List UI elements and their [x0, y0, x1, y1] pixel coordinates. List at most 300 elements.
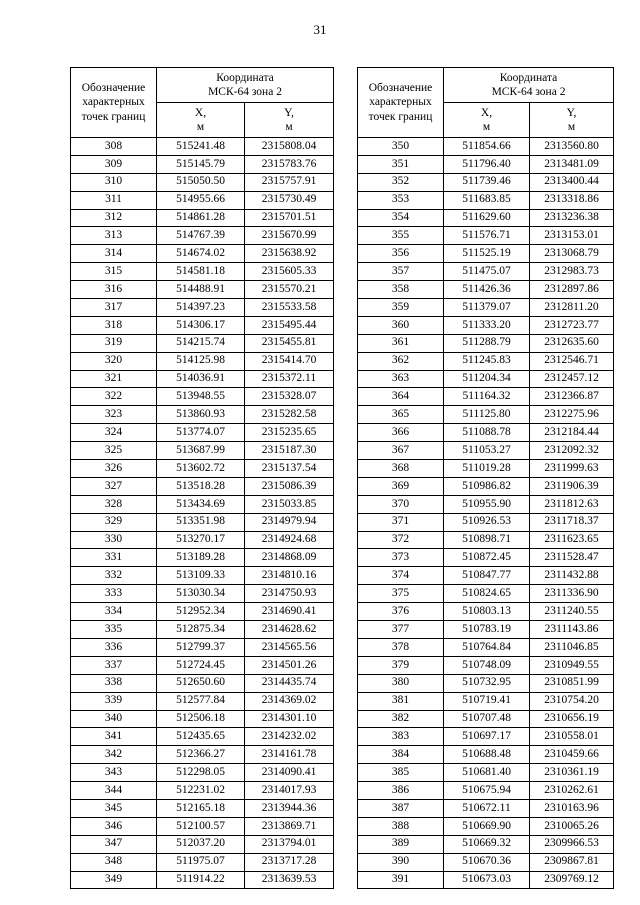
table-row [358, 871, 614, 889]
table-row [358, 406, 614, 424]
x-coordinate-cell: 515145.79 [157, 155, 245, 173]
point-id-cell: 312 [71, 209, 157, 227]
x-coordinate-cell: 510697.17 [444, 728, 530, 746]
y-coordinate-cell: 2314301.10 [245, 710, 334, 728]
table-row [358, 513, 614, 531]
y-coordinate-cell: 2314810.16 [245, 567, 334, 585]
y-coordinate-cell: 2312275.96 [530, 406, 614, 424]
x-label: X, [194, 106, 207, 119]
y-coordinate-cell: 2312366.87 [530, 388, 614, 406]
y-coordinate-cell: 2310262.61 [530, 782, 614, 800]
x-coordinate-cell: 513030.34 [157, 585, 245, 603]
coordinate-header [157, 68, 334, 103]
y-coordinate-cell: 2314161.78 [245, 746, 334, 764]
y-unit: м [567, 121, 576, 133]
point-id-cell: 327 [71, 477, 157, 495]
table-row [358, 567, 614, 585]
y-coordinate-cell: 2311432.88 [530, 567, 614, 585]
table-row [71, 406, 334, 424]
table-row [358, 674, 614, 692]
table-row [71, 460, 334, 478]
point-id-cell: 369 [358, 477, 444, 495]
y-coordinate-cell: 2315086.39 [245, 477, 334, 495]
x-coordinate-cell: 513109.33 [157, 567, 245, 585]
point-id-cell: 353 [358, 191, 444, 209]
x-coordinate-cell: 510673.03 [444, 871, 530, 889]
y-coordinate-cell: 2315455.81 [245, 334, 334, 352]
y-coordinate-cell: 2311240.55 [530, 603, 614, 621]
x-coordinate-cell: 510803.13 [444, 603, 530, 621]
y-coordinate-cell: 2309966.53 [530, 835, 614, 853]
y-coordinate-cell: 2312457.12 [530, 370, 614, 388]
point-id-cell: 381 [358, 692, 444, 710]
table-row [358, 710, 614, 728]
point-id-cell: 372 [358, 531, 444, 549]
table-row [71, 638, 334, 656]
point-id-cell: 378 [358, 638, 444, 656]
x-coordinate-cell: 511333.20 [444, 316, 530, 334]
point-label-header-text: Обозначение характерных точек границ [81, 81, 146, 123]
table-row [71, 799, 334, 817]
point-id-cell: 360 [358, 316, 444, 334]
table-row [71, 603, 334, 621]
x-coordinate-cell: 514581.18 [157, 263, 245, 281]
x-coordinate-cell: 510670.36 [444, 853, 530, 871]
point-label-header [358, 68, 444, 138]
table-row [358, 388, 614, 406]
x-coordinate-cell: 512435.65 [157, 728, 245, 746]
x-coordinate-cell: 511683.85 [444, 191, 530, 209]
point-id-cell: 359 [358, 299, 444, 317]
y-coordinate-cell: 2313794.01 [245, 835, 334, 853]
y-coordinate-cell: 2314017.93 [245, 782, 334, 800]
table-row [358, 173, 614, 191]
table-row [71, 209, 334, 227]
x-coordinate-cell: 510824.65 [444, 585, 530, 603]
point-id-cell: 321 [71, 370, 157, 388]
coordinate-system: МСК-64 зона 2 [208, 86, 282, 98]
y-coordinate-cell: 2310459.66 [530, 746, 614, 764]
y-coordinate-cell: 2313236.38 [530, 209, 614, 227]
table-row [71, 424, 334, 442]
table-row [358, 817, 614, 835]
x-coordinate-cell: 510681.40 [444, 764, 530, 782]
x-coordinate-cell: 511245.83 [444, 352, 530, 370]
point-id-cell: 325 [71, 442, 157, 460]
table-row [358, 138, 614, 156]
y-coordinate-cell: 2315328.07 [245, 388, 334, 406]
x-coordinate-cell: 513860.93 [157, 406, 245, 424]
point-id-cell: 390 [358, 853, 444, 871]
point-id-cell: 377 [358, 621, 444, 639]
x-coordinate-cell: 514955.66 [157, 191, 245, 209]
x-coordinate-cell: 513351.98 [157, 513, 245, 531]
x-coordinate-cell: 513948.55 [157, 388, 245, 406]
x-coordinate-cell: 512724.45 [157, 656, 245, 674]
point-id-cell: 308 [71, 138, 157, 156]
y-coordinate-cell: 2314690.41 [245, 603, 334, 621]
point-id-cell: 367 [358, 442, 444, 460]
y-coordinate-cell: 2315495.44 [245, 316, 334, 334]
x-coordinate-cell: 511019.28 [444, 460, 530, 478]
y-coordinate-cell: 2315533.58 [245, 299, 334, 317]
table-row [71, 621, 334, 639]
page-number: 31 [313, 22, 327, 37]
point-id-cell: 345 [71, 799, 157, 817]
y-coordinate-cell: 2315730.49 [245, 191, 334, 209]
y-coordinate-cell: 2315137.54 [245, 460, 334, 478]
table-row [358, 245, 614, 263]
table-row [358, 656, 614, 674]
y-coordinate-cell: 2315783.76 [245, 155, 334, 173]
table-row [71, 531, 334, 549]
x-coordinate-cell: 510955.90 [444, 495, 530, 513]
table-body-right [358, 138, 614, 889]
table-row [71, 871, 334, 889]
point-id-cell: 342 [71, 746, 157, 764]
table-row [71, 853, 334, 871]
x-coordinate-cell: 511426.36 [444, 281, 530, 299]
point-id-cell: 352 [358, 173, 444, 191]
point-id-cell: 363 [358, 370, 444, 388]
y-coordinate-cell: 2314565.56 [245, 638, 334, 656]
x-coordinate-cell: 511739.46 [444, 173, 530, 191]
x-coordinate-cell: 510672.11 [444, 799, 530, 817]
point-id-cell: 366 [358, 424, 444, 442]
point-id-cell: 318 [71, 316, 157, 334]
x-coordinate-cell: 512875.34 [157, 621, 245, 639]
y-coordinate-cell: 2309867.81 [530, 853, 614, 871]
y-coordinate-cell: 2311812.63 [530, 495, 614, 513]
x-coordinate-cell: 511629.60 [444, 209, 530, 227]
x-coordinate-cell: 510707.48 [444, 710, 530, 728]
point-id-cell: 388 [358, 817, 444, 835]
y-coordinate-cell: 2312546.71 [530, 352, 614, 370]
x-coordinate-cell: 512165.18 [157, 799, 245, 817]
point-id-cell: 371 [358, 513, 444, 531]
y-coordinate-cell: 2315372.11 [245, 370, 334, 388]
x-coordinate-cell: 510898.71 [444, 531, 530, 549]
x-coordinate-cell: 510675.94 [444, 782, 530, 800]
x-coordinate-cell: 515050.50 [157, 173, 245, 191]
coordinate-system: МСК-64 зона 2 [491, 86, 566, 98]
table-row [71, 835, 334, 853]
y-coordinate-cell: 2311999.63 [530, 460, 614, 478]
table-row [71, 334, 334, 352]
table-row [358, 263, 614, 281]
x-coordinate-cell: 511204.34 [444, 370, 530, 388]
point-id-cell: 355 [358, 227, 444, 245]
x-coordinate-cell: 512100.57 [157, 817, 245, 835]
table-row [71, 281, 334, 299]
x-coordinate-cell: 511288.79 [444, 334, 530, 352]
x-coordinate-cell: 511854.66 [444, 138, 530, 156]
y-coordinate-cell: 2311718.37 [530, 513, 614, 531]
point-id-cell: 385 [358, 764, 444, 782]
x-coordinate-cell: 513518.28 [157, 477, 245, 495]
x-coordinate-cell: 510926.53 [444, 513, 530, 531]
point-id-cell: 365 [358, 406, 444, 424]
x-coordinate-cell: 510872.45 [444, 549, 530, 567]
point-id-cell: 357 [358, 263, 444, 281]
table-body-left [71, 138, 334, 889]
y-coordinate-cell: 2309769.12 [530, 871, 614, 889]
y-label: Y, [284, 106, 294, 119]
point-id-cell: 323 [71, 406, 157, 424]
x-coordinate-cell: 512298.05 [157, 764, 245, 782]
table-row [71, 263, 334, 281]
y-coordinate-cell: 2310754.20 [530, 692, 614, 710]
point-id-cell: 356 [358, 245, 444, 263]
y-coordinate-cell: 2315638.92 [245, 245, 334, 263]
table-row [358, 334, 614, 352]
x-coordinate-cell: 512799.37 [157, 638, 245, 656]
point-id-cell: 332 [71, 567, 157, 585]
y-coordinate-cell: 2310949.55 [530, 656, 614, 674]
y-label: Y, [566, 106, 577, 119]
table-row [71, 352, 334, 370]
table-row [71, 585, 334, 603]
table-row [71, 674, 334, 692]
table-row [358, 764, 614, 782]
x-coordinate-cell: 511053.27 [444, 442, 530, 460]
point-id-cell: 368 [358, 460, 444, 478]
table-row [71, 155, 334, 173]
point-id-cell: 324 [71, 424, 157, 442]
x-coordinate-cell: 513602.72 [157, 460, 245, 478]
x-coordinate-cell: 515241.48 [157, 138, 245, 156]
x-coordinate-cell: 514215.74 [157, 334, 245, 352]
point-id-cell: 384 [358, 746, 444, 764]
point-id-cell: 370 [358, 495, 444, 513]
y-coordinate-cell: 2312635.60 [530, 334, 614, 352]
table-row [358, 853, 614, 871]
table-row [358, 495, 614, 513]
y-coordinate-cell: 2313068.79 [530, 245, 614, 263]
y-coordinate-cell: 2313481.09 [530, 155, 614, 173]
point-id-cell: 343 [71, 764, 157, 782]
y-header [530, 103, 614, 138]
table-row [358, 281, 614, 299]
x-coordinate-cell: 511525.19 [444, 245, 530, 263]
x-coordinate-cell: 513434.69 [157, 495, 245, 513]
x-unit: м [482, 121, 491, 133]
y-coordinate-cell: 2314750.93 [245, 585, 334, 603]
point-id-cell: 326 [71, 460, 157, 478]
y-coordinate-cell: 2314232.02 [245, 728, 334, 746]
point-id-cell: 311 [71, 191, 157, 209]
point-id-cell: 328 [71, 495, 157, 513]
y-coordinate-cell: 2315605.33 [245, 263, 334, 281]
y-coordinate-cell: 2311528.47 [530, 549, 614, 567]
point-id-cell: 314 [71, 245, 157, 263]
y-coordinate-cell: 2313153.01 [530, 227, 614, 245]
table-row [71, 245, 334, 263]
point-id-cell: 374 [358, 567, 444, 585]
x-coordinate-cell: 511796.40 [444, 155, 530, 173]
coordinates-table-left [70, 67, 334, 889]
y-coordinate-cell: 2312723.77 [530, 316, 614, 334]
y-coordinate-cell: 2314868.09 [245, 549, 334, 567]
y-coordinate-cell: 2313717.28 [245, 853, 334, 871]
x-coordinate-cell: 510764.84 [444, 638, 530, 656]
point-id-cell: 340 [71, 710, 157, 728]
point-id-cell: 383 [358, 728, 444, 746]
x-coordinate-cell: 511164.32 [444, 388, 530, 406]
x-coordinate-cell: 514674.02 [157, 245, 245, 263]
x-coordinate-cell: 512577.84 [157, 692, 245, 710]
point-id-cell: 320 [71, 352, 157, 370]
x-coordinate-cell: 511576.71 [444, 227, 530, 245]
table-row [71, 782, 334, 800]
y-coordinate-cell: 2315235.65 [245, 424, 334, 442]
y-coordinate-cell: 2311143.86 [530, 621, 614, 639]
point-id-cell: 319 [71, 334, 157, 352]
y-coordinate-cell: 2312897.86 [530, 281, 614, 299]
x-coordinate-cell: 511379.07 [444, 299, 530, 317]
point-id-cell: 331 [71, 549, 157, 567]
x-coordinate-cell: 512231.02 [157, 782, 245, 800]
y-coordinate-cell: 2313318.86 [530, 191, 614, 209]
table-row [358, 299, 614, 317]
point-id-cell: 310 [71, 173, 157, 191]
y-coordinate-cell: 2310558.01 [530, 728, 614, 746]
y-coordinate-cell: 2314924.68 [245, 531, 334, 549]
point-id-cell: 313 [71, 227, 157, 245]
y-coordinate-cell: 2315570.21 [245, 281, 334, 299]
x-coordinate-cell: 513774.07 [157, 424, 245, 442]
table-row [358, 442, 614, 460]
y-coordinate-cell: 2312092.32 [530, 442, 614, 460]
point-id-cell: 351 [358, 155, 444, 173]
y-coordinate-cell: 2310163.96 [530, 799, 614, 817]
y-coordinate-cell: 2311906.39 [530, 477, 614, 495]
y-coordinate-cell: 2313639.53 [245, 871, 334, 889]
x-coordinate-cell: 513270.17 [157, 531, 245, 549]
x-coordinate-cell: 510688.48 [444, 746, 530, 764]
y-coordinate-cell: 2313944.36 [245, 799, 334, 817]
point-id-cell: 375 [358, 585, 444, 603]
table-row [358, 424, 614, 442]
y-coordinate-cell: 2313869.71 [245, 817, 334, 835]
x-coordinate-cell: 514306.17 [157, 316, 245, 334]
table-row [71, 746, 334, 764]
coordinate-title: Координата [216, 71, 274, 84]
point-id-cell: 337 [71, 656, 157, 674]
y-coordinate-cell: 2315808.04 [245, 138, 334, 156]
x-coordinate-cell: 510783.19 [444, 621, 530, 639]
table-row [71, 442, 334, 460]
table-row [358, 799, 614, 817]
table-row [71, 495, 334, 513]
table-row [71, 710, 334, 728]
point-id-cell: 364 [358, 388, 444, 406]
point-id-cell: 380 [358, 674, 444, 692]
coordinate-header [444, 68, 614, 103]
point-id-cell: 315 [71, 263, 157, 281]
x-coordinate-cell: 511088.78 [444, 424, 530, 442]
y-coordinate-cell: 2314628.62 [245, 621, 334, 639]
y-coordinate-cell: 2312184.44 [530, 424, 614, 442]
point-id-cell: 334 [71, 603, 157, 621]
x-unit: м [196, 121, 205, 133]
y-coordinate-cell: 2313400.44 [530, 173, 614, 191]
table-row [71, 817, 334, 835]
y-coordinate-cell: 2310656.19 [530, 710, 614, 728]
y-coordinate-cell: 2311336.90 [530, 585, 614, 603]
x-label: X, [480, 106, 493, 119]
table-row [71, 692, 334, 710]
x-coordinate-cell: 510719.41 [444, 692, 530, 710]
x-coordinate-cell: 510986.82 [444, 477, 530, 495]
x-coordinate-cell: 510669.32 [444, 835, 530, 853]
y-coordinate-cell: 2315033.85 [245, 495, 334, 513]
point-id-cell: 348 [71, 853, 157, 871]
point-id-cell: 391 [358, 871, 444, 889]
y-coordinate-cell: 2315701.51 [245, 209, 334, 227]
table-row [358, 603, 614, 621]
point-id-cell: 346 [71, 817, 157, 835]
y-coordinate-cell: 2313560.80 [530, 138, 614, 156]
table-row [358, 209, 614, 227]
table-row [358, 746, 614, 764]
y-unit: м [285, 121, 293, 133]
point-id-cell: 347 [71, 835, 157, 853]
y-coordinate-cell: 2312811.20 [530, 299, 614, 317]
y-coordinate-cell: 2311623.65 [530, 531, 614, 549]
table-row [358, 782, 614, 800]
y-header [245, 103, 334, 138]
x-coordinate-cell: 510847.77 [444, 567, 530, 585]
y-coordinate-cell: 2314435.74 [245, 674, 334, 692]
x-coordinate-cell: 514861.28 [157, 209, 245, 227]
table-row [358, 585, 614, 603]
table-row [358, 531, 614, 549]
point-id-cell: 335 [71, 621, 157, 639]
point-id-cell: 386 [358, 782, 444, 800]
x-coordinate-cell: 514767.39 [157, 227, 245, 245]
point-id-cell: 389 [358, 835, 444, 853]
y-coordinate-cell: 2315414.70 [245, 352, 334, 370]
point-id-cell: 349 [71, 871, 157, 889]
y-coordinate-cell: 2311046.85 [530, 638, 614, 656]
table-row [71, 656, 334, 674]
x-coordinate-cell: 513687.99 [157, 442, 245, 460]
table-row [71, 513, 334, 531]
y-coordinate-cell: 2312983.73 [530, 263, 614, 281]
y-coordinate-cell: 2310065.26 [530, 817, 614, 835]
point-id-cell: 361 [358, 334, 444, 352]
y-coordinate-cell: 2310851.99 [530, 674, 614, 692]
y-coordinate-cell: 2315757.91 [245, 173, 334, 191]
point-id-cell: 358 [358, 281, 444, 299]
point-id-cell: 317 [71, 299, 157, 317]
x-coordinate-cell: 513189.28 [157, 549, 245, 567]
y-coordinate-cell: 2315670.99 [245, 227, 334, 245]
x-coordinate-cell: 511975.07 [157, 853, 245, 871]
x-coordinate-cell: 514488.91 [157, 281, 245, 299]
table-row [71, 191, 334, 209]
table-row [358, 692, 614, 710]
point-id-cell: 336 [71, 638, 157, 656]
x-header [157, 103, 245, 138]
x-coordinate-cell: 510669.90 [444, 817, 530, 835]
y-coordinate-cell: 2314369.02 [245, 692, 334, 710]
point-id-cell: 333 [71, 585, 157, 603]
coordinate-title: Координата [499, 71, 558, 84]
point-id-cell: 387 [358, 799, 444, 817]
point-label-header-text: Обозначение характерных точек границ [368, 81, 433, 123]
